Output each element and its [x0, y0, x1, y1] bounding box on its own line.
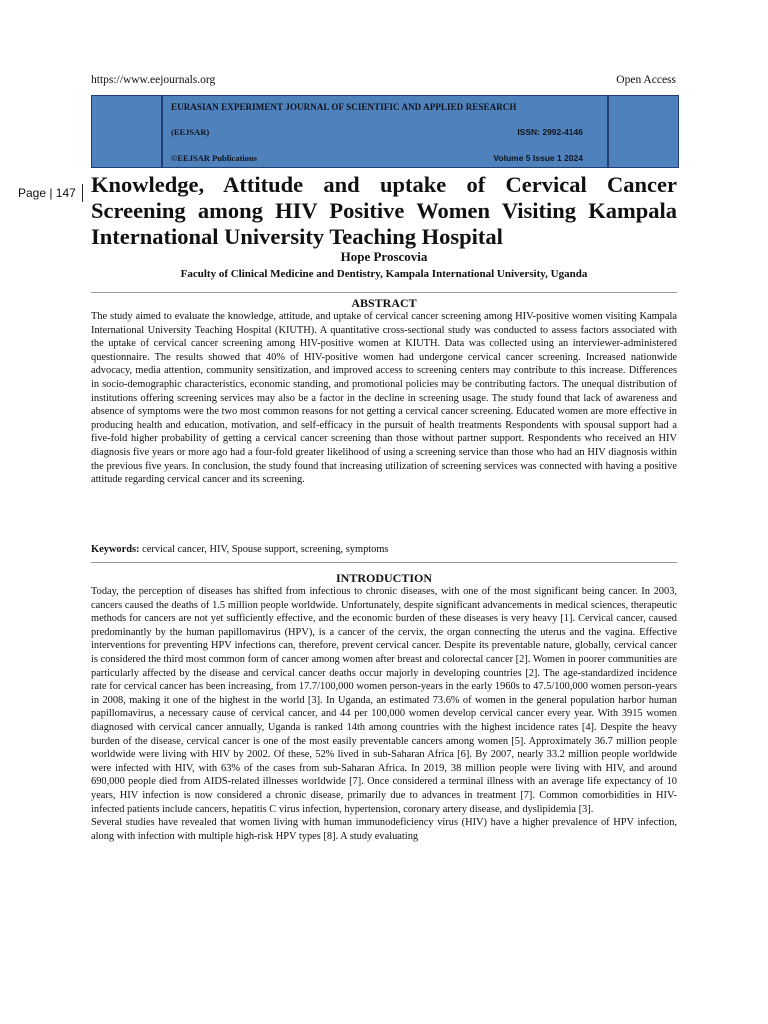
journal-publisher: ©EEJSAR Publications	[171, 153, 257, 163]
intro-paragraph: Today, the perception of diseases has shifted from infectious to chronic diseases, with one of the most significant being cancer. In 2003, cancers caused the deaths of 1.5 million people worldwide. Unfortunately, despite significant advancements in medical sciences, therapeutic methods for cancers are not yet sufficiently effective, and the economic burden of these diseases is very heavy [1]. Cervical cancer, caused predominantly by the human papillomavirus (HPV), is a cancer of the cervix, the organ connecting the uterus and the vagina. Effective interventions for preventing HPV infections can, therefore, prevent cervical cancer. Despite its preventable nature, globally, cervical cancer is considered the third most common form of cancer among women after breast and colorectal cancer [2]. Women in poorer communities are particularly affected by the disease and cervical cancer deaths occur majorly in developing countries [2]. The age-standardized incidence rate for cervical cancer has been increasing, from 17.7/100,000 women person-years in the early 1960s to 47.5/100,000 women person-years in 2008, making it one of the highest in the world [3]. In Uganda, an estimated 73.6% of women in the general population harbor human papillomavirus, a necessary cause of cervical cancer, and 44 per 100,000 women develop cervical cancer every year. With 3915 women diagnosed with cervical cancer annually, Uganda is ranked 14th among countries with the highest incidence rates [4]. Despite the heavy burden of the disease, cervical cancer is one of the most easily preventable cancers among women [5]. Approximately 36.7 million people worldwide were living with HIV by 2002. Of these, 52% lived in sub-Saharan Africa [6]. By 2007, nearly 33.2 million people worldwide were infected with HIV, with 63% of the cases from sub-Saharan Africa. In 2019, 38 million people were living with HIV, and around 690,000 people died from AIDS-related illnesses worldwide [7]. Once considered a terminal illness with an average life expectancy of 10 years, HIV infection is now considered a chronic disease, primarily due to advances in treatment [7]. Common comorbidities in HIV-infected patients include cancers, hepatitis C virus infection, hypertension, coronary artery disease, and dyslipidemia [3].	[91, 586, 677, 815]
journal-volume: Volume 5 Issue 1 2024	[493, 153, 583, 163]
keywords	[91, 543, 677, 557]
open-access-label: Open Access	[616, 74, 676, 86]
journal-issn: ISSN: 2992-4146	[517, 127, 583, 137]
keywords-list: cervical cancer, HIV, Spouse support, screening, symptoms	[139, 544, 389, 555]
journal-banner	[91, 95, 679, 168]
author-affiliation: Faculty of Clinical Medicine and Dentistry, Kampala International University, Uganda	[180, 268, 588, 280]
author-name: Hope Proscovia	[340, 249, 428, 264]
banner-right-block	[607, 96, 678, 167]
abstract-heading: ABSTRACT	[351, 296, 417, 310]
banner-left-block	[92, 96, 163, 167]
article-title: Knowledge, Attitude and uptake of Cervical Cancer Screening among HIV Positive Women Visiting Kampala International University Teaching Hospital	[91, 172, 677, 249]
intro-paragraph: Several studies have revealed that women living with human immunodeficiency virus (HIV) have a higher prevalence of HPV infection, along with infection with multiple high-risk HPV types [8]. A study evaluating	[91, 817, 677, 842]
keywords-label: Keywords:	[91, 544, 140, 555]
page-header	[91, 74, 676, 86]
introduction-heading: INTRODUCTION	[335, 571, 432, 585]
introduction-body	[91, 585, 677, 843]
journal-abbrev: (EEJSAR)	[171, 127, 210, 137]
abstract-text: The study aimed to evaluate the knowledge, attitude, and uptake of cervical cancer screening among HIV-positive women visiting Kampala International University Teaching Hospital (KIUTH). A quantitative cross-sectional study was conducted to assess factors associated with the uptake of cervical cancer screening among HIV-positive women at KIUTH. Data was collected using an interviewer-administered questionnaire. The results showed that 40% of HIV-positive women had undergone cervical cancer screening. Increased nationwide advocacy, media attention, community sensitization, and improved access to screening centers may contribute to this increase. Differences in socio-demographic characteristics, economic standing, and promotional policies may be contributing factors. The unequal distribution of institutions offering screening services may also be a factor in the decline in screening usage. The study found that lack of awareness and absence of symptoms were the two most common reasons for not getting a cervical cancer screening. Educated women are more effective in producing health and education, motivation, and self-efficacy in the pursuit of health treatments Respondents with spousal support had a five-fold higher probability of getting a cervical cancer screening than those without partner support. Respondents who received an HIV diagnosis five years or more ago had a four-fold greater likelihood of using a screening service than those who had an HIV diagnosis within the previous five years. In conclusion, the study found that increasing utilization of screening services was connected with having a positive attitude regarding cervical cancer and its screening.	[91, 311, 677, 486]
journal-url[interactable]: https://www.eejournals.org	[91, 74, 216, 86]
journal-name: EURASIAN EXPERIMENT JOURNAL OF SCIENTIFIC AND APPLIED RESEARCH	[171, 102, 517, 112]
divider	[91, 292, 677, 293]
banner-info	[163, 96, 607, 167]
divider	[91, 562, 677, 563]
page-number: Page | 147	[18, 184, 83, 202]
